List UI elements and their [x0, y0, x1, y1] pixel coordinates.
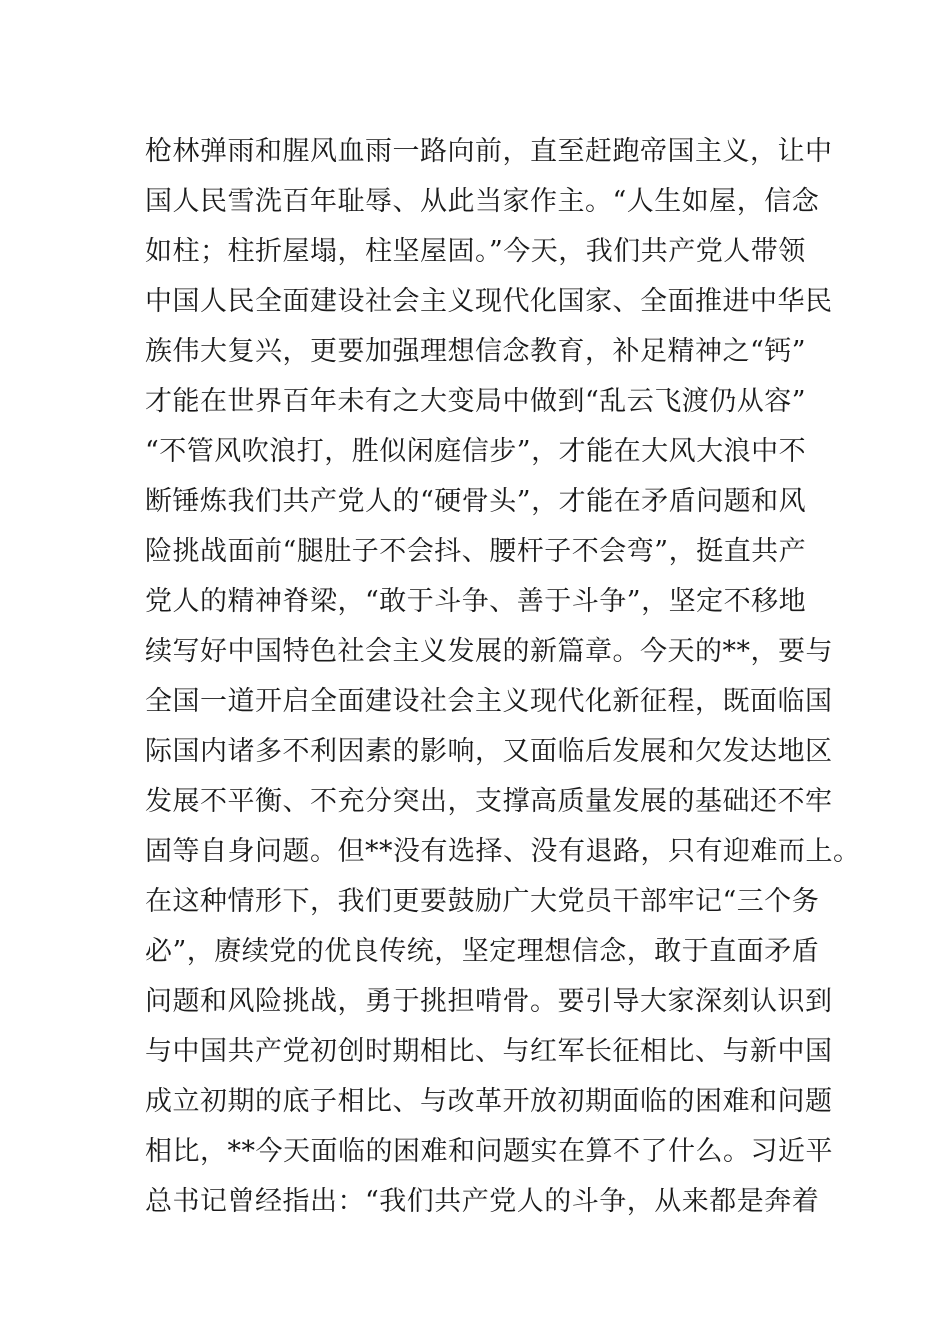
- text-line: 与中国共产党初创时期相比、与红军长征相比、与新中国: [145, 1036, 833, 1067]
- text-line: 问题和风险挑战，勇于挑担啃骨。要引导大家深刻认识到: [145, 986, 833, 1017]
- text-line: 族伟大复兴，更要加强理想信念教育，补足精神之“钙”: [145, 336, 807, 367]
- text-line: 续写好中国特色社会主义发展的新篇章。今天的**，要与: [145, 636, 833, 667]
- text-line: 中国人民全面建设社会主义现代化国家、全面推进中华民: [145, 286, 833, 317]
- text-line: 成立初期的底子相比、与改革开放初期面临的困难和问题: [145, 1086, 833, 1117]
- text-line: 才能在世界百年未有之大变局中做到“乱云飞渡仍从容”: [145, 386, 807, 417]
- text-line: 全国一道开启全面建设社会主义现代化新征程，既面临国: [145, 686, 833, 717]
- text-line: 发展不平衡、不充分突出，支撑高质量发展的基础还不牢: [145, 786, 833, 817]
- text-line: 际国内诸多不利因素的影响，又面临后发展和欠发达地区: [145, 736, 833, 767]
- body-paragraph: [145, 127, 861, 1227]
- text-line: 断锤炼我们共产党人的“硬骨头”，才能在矛盾问题和风: [145, 486, 807, 517]
- text-line: 险挑战面前“腿肚子不会抖、腰杆子不会弯”，挺直共产: [145, 536, 807, 567]
- text-line: 必”，赓续党的优良传统，坚定理想信念，敢于直面矛盾: [145, 936, 820, 967]
- text-line: 国人民雪洗百年耻辱、从此当家作主。“人生如屋，信念: [145, 186, 820, 217]
- text-line: 固等自身问题。但**没有选择、没有退路，只有迎难而上。: [145, 836, 861, 867]
- text-line: 相比，**今天面临的困难和问题实在算不了什么。习近平: [145, 1136, 833, 1167]
- text-line: 总书记曾经指出：“我们共产党人的斗争，从来都是奔着: [145, 1186, 820, 1217]
- text-line: 在这种情形下，我们更要鼓励广大党员干部牢记“三个务: [145, 886, 820, 917]
- text-line: 党人的精神脊梁，“敢于斗争、善于斗争”，坚定不移地: [145, 586, 807, 617]
- text-line: “不管风吹浪打，胜似闲庭信步”，才能在大风大浪中不: [145, 436, 807, 467]
- text-line: 枪林弹雨和腥风血雨一路向前，直至赶跑帝国主义，让中: [145, 136, 833, 167]
- text-line: 如柱；柱折屋塌，柱坚屋固。”今天，我们共产党人带领: [145, 236, 806, 267]
